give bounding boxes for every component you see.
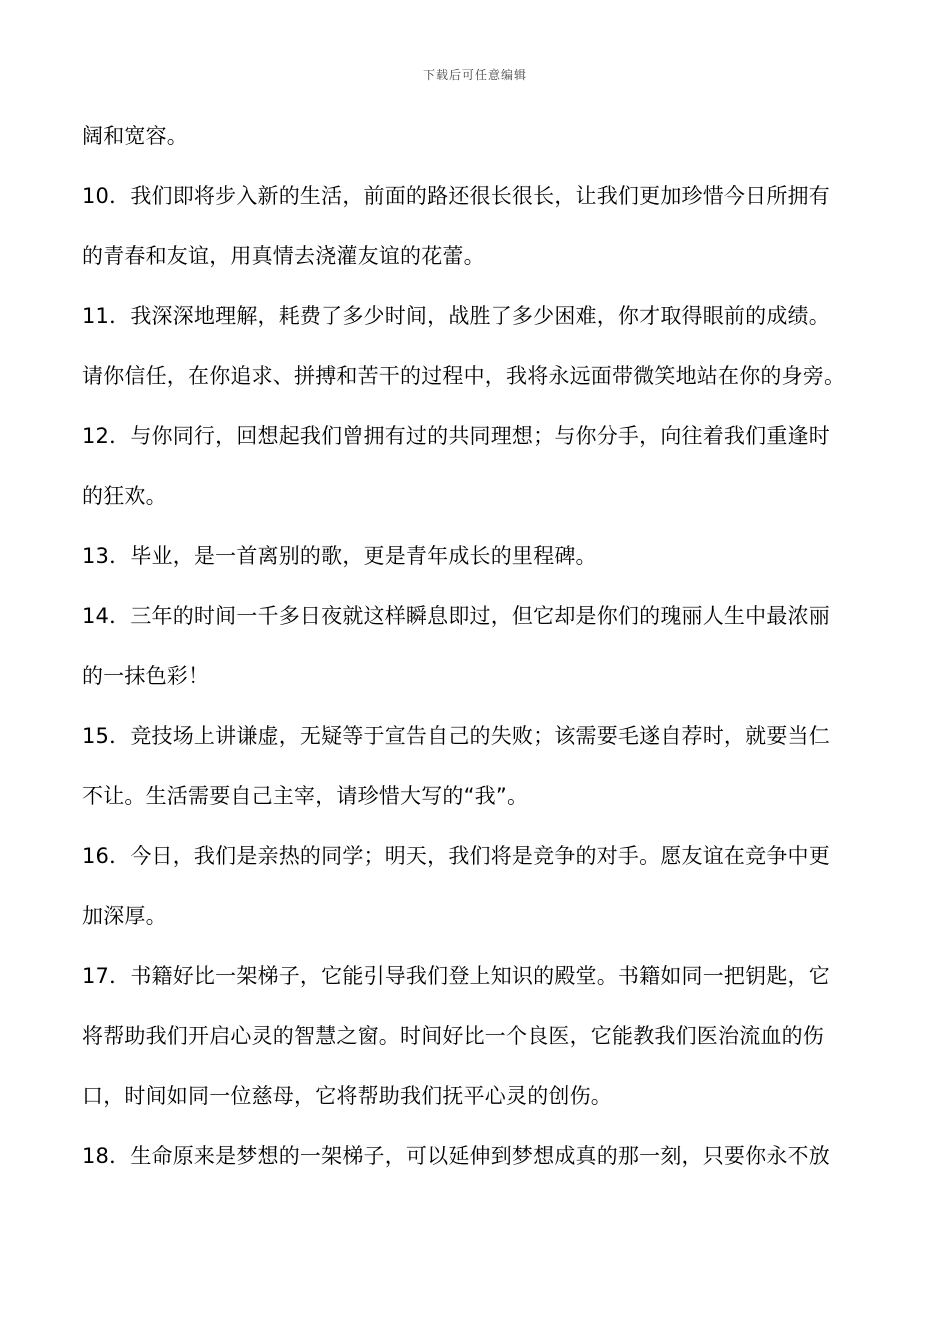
text-line: 12．与你同行，回想起我们曾拥有过的共同理想；与你分手，向往着我们重逢时 — [82, 424, 830, 448]
page-header: 下载后可任意编辑 — [422, 68, 527, 82]
text-line: 的一抹色彩！ — [82, 664, 210, 688]
text-line: 不让。生活需要自己主宰，请珍惜大写的“我”。 — [82, 784, 529, 808]
text-line: 10．我们即将步入新的生活，前面的路还很长很长，让我们更加珍惜今日所拥有 — [82, 184, 830, 208]
text-line: 18．生命原来是梦想的一架梯子，可以延伸到梦想成真的那一刻，只要你永不放 — [82, 1144, 830, 1168]
text-line: 13．毕业，是一首离别的歌，更是青年成长的里程碑。 — [82, 544, 597, 568]
text-line: 将帮助我们开启心灵的智慧之窗。时间好比一个良医，它能教我们医治流血的伤 — [82, 1024, 824, 1048]
text-line: 的狂欢。 — [82, 484, 167, 508]
text-line: 11．我深深地理解，耗费了多少时间，战胜了多少困难，你才取得眼前的成绩。 — [82, 304, 830, 328]
text-line: 15．竞技场上讲谦虚，无疑等于宣告自己的失败；该需要毛遂自荐时，就要当仁 — [82, 724, 830, 748]
document-body — [82, 114, 882, 1194]
text-line: 加深厚。 — [82, 904, 167, 928]
text-line: 请你信任，在你追求、拼搏和苦干的过程中，我将永远面带微笑地站在你的身旁。 — [82, 364, 846, 388]
text-line: 16．今日，我们是亲热的同学；明天，我们将是竞争的对手。愿友谊在竞争中更 — [82, 844, 830, 868]
text-line: 17．书籍好比一架梯子，它能引导我们登上知识的殿堂。书籍如同一把钥匙，它 — [82, 964, 830, 988]
text-line: 的青春和友谊，用真情去浇灌友谊的花蕾。 — [82, 244, 485, 268]
text-line: 口，时间如同一位慈母，它将帮助我们抚平心灵的创伤。 — [82, 1084, 612, 1108]
text-line: 阔和宽容。 — [82, 124, 188, 148]
text-line: 14．三年的时间一千多日夜就这样瞬息即过，但它却是你们的瑰丽人生中最浓丽 — [82, 604, 830, 628]
